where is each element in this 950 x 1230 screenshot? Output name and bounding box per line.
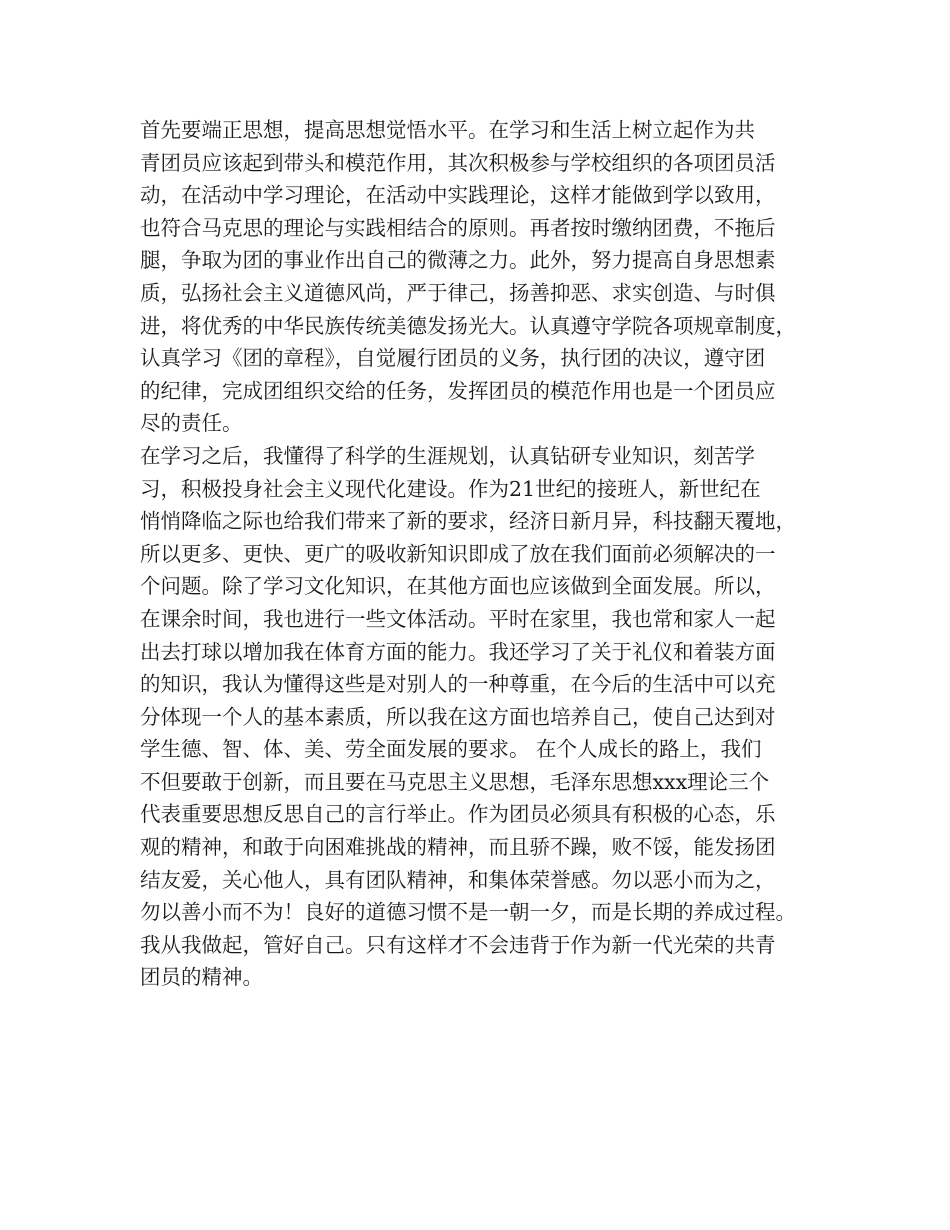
text-line: 在学习之后，我懂得了科学的生涯规划，认真钻研专业知识，刻苦学 (140, 443, 755, 468)
text-line: 的知识，我认为懂得这些是对别人的一种尊重，在今后的生活中可以充 (140, 672, 776, 697)
text-line: 分体现一个人的基本素质，所以我在这方面也培养自己，使自己达到对 (140, 704, 776, 729)
text-line: 悄悄降临之际也给我们带来了新的要求，经济日新月异，科技翻天覆地， (140, 509, 796, 534)
text-line: 尽的责任。 (140, 411, 243, 436)
text-line: 结友爱，关心他人，具有团队精神，和集体荣誉感。勿以恶小而为之， (140, 867, 776, 892)
text-line: 腿，争取为团的事业作出自己的微薄之力。此外，努力提高自身思想素 (140, 248, 776, 273)
text-line: 认真学习《团的章程》，自觉履行团员的义务，执行团的决议，遵守团 (140, 346, 766, 371)
text-line: 所以更多、更快、更广的吸收新知识即成了放在我们面前必须解决的一 (140, 541, 776, 566)
text-line: 学生德、智、体、美、劳全面发展的要求。 在个人成长的路上，我们 (140, 737, 762, 762)
text-line: 的纪律，完成团组织交给的任务，发挥团员的模范作用也是一个团员应 (140, 378, 776, 403)
text-line: 团员的精神。 (140, 965, 263, 990)
text-line: 进，将优秀的中华民族传统美德发扬光大。认真遵守学院各项规章制度， (140, 313, 796, 338)
text-line: 代表重要思想反思自己的言行举止。作为团员必须具有积极的心态，乐 (140, 802, 776, 827)
text-line: 也符合马克思的理论与实践相结合的原则。再者按时缴纳团费，不拖后 (140, 215, 776, 240)
text-line: 我从我做起，管好自己。只有这样才不会违背于作为新一代光荣的共青 (140, 932, 776, 957)
text-line: 个问题。除了学习文化知识，在其他方面也应该做到全面发展。所以， (140, 574, 776, 599)
text-line: 动，在活动中学习理论，在活动中实践理论，这样才能做到学以致用， (140, 183, 776, 208)
text-line: 首先要端正思想，提高思想觉悟水平。在学习和生活上树立起作为共 (140, 118, 755, 142)
text-line: 在课余时间，我也进行一些文体活动。平时在家里，我也常和家人一起 (140, 606, 776, 631)
document-body (140, 114, 840, 994)
text-line: 质，弘扬社会主义道德风尚，严于律己，扬善抑恶、求实创造、与时俱 (140, 280, 776, 305)
text-line: 出去打球以增加我在体育方面的能力。我还学习了关于礼仪和着装方面 (140, 639, 776, 664)
text-line: 观的精神，和敢于向困难挑战的精神，而且骄不躁，败不馁，能发扬团 (140, 835, 776, 860)
text-line: 不但要敢于创新，而且要在马克思主义思想，毛泽东思想xxx理论三个 (140, 769, 770, 794)
text-line: 青团员应该起到带头和模范作用，其次积极参与学校组织的各项团员活 (140, 150, 776, 175)
text-line: 习，积极投身社会主义现代化建设。作为21世纪的接班人，新世纪在 (140, 476, 761, 501)
text-line: 勿以善小而不为！良好的道德习惯不是一朝一夕，而是长期的养成过程。 (140, 900, 796, 925)
